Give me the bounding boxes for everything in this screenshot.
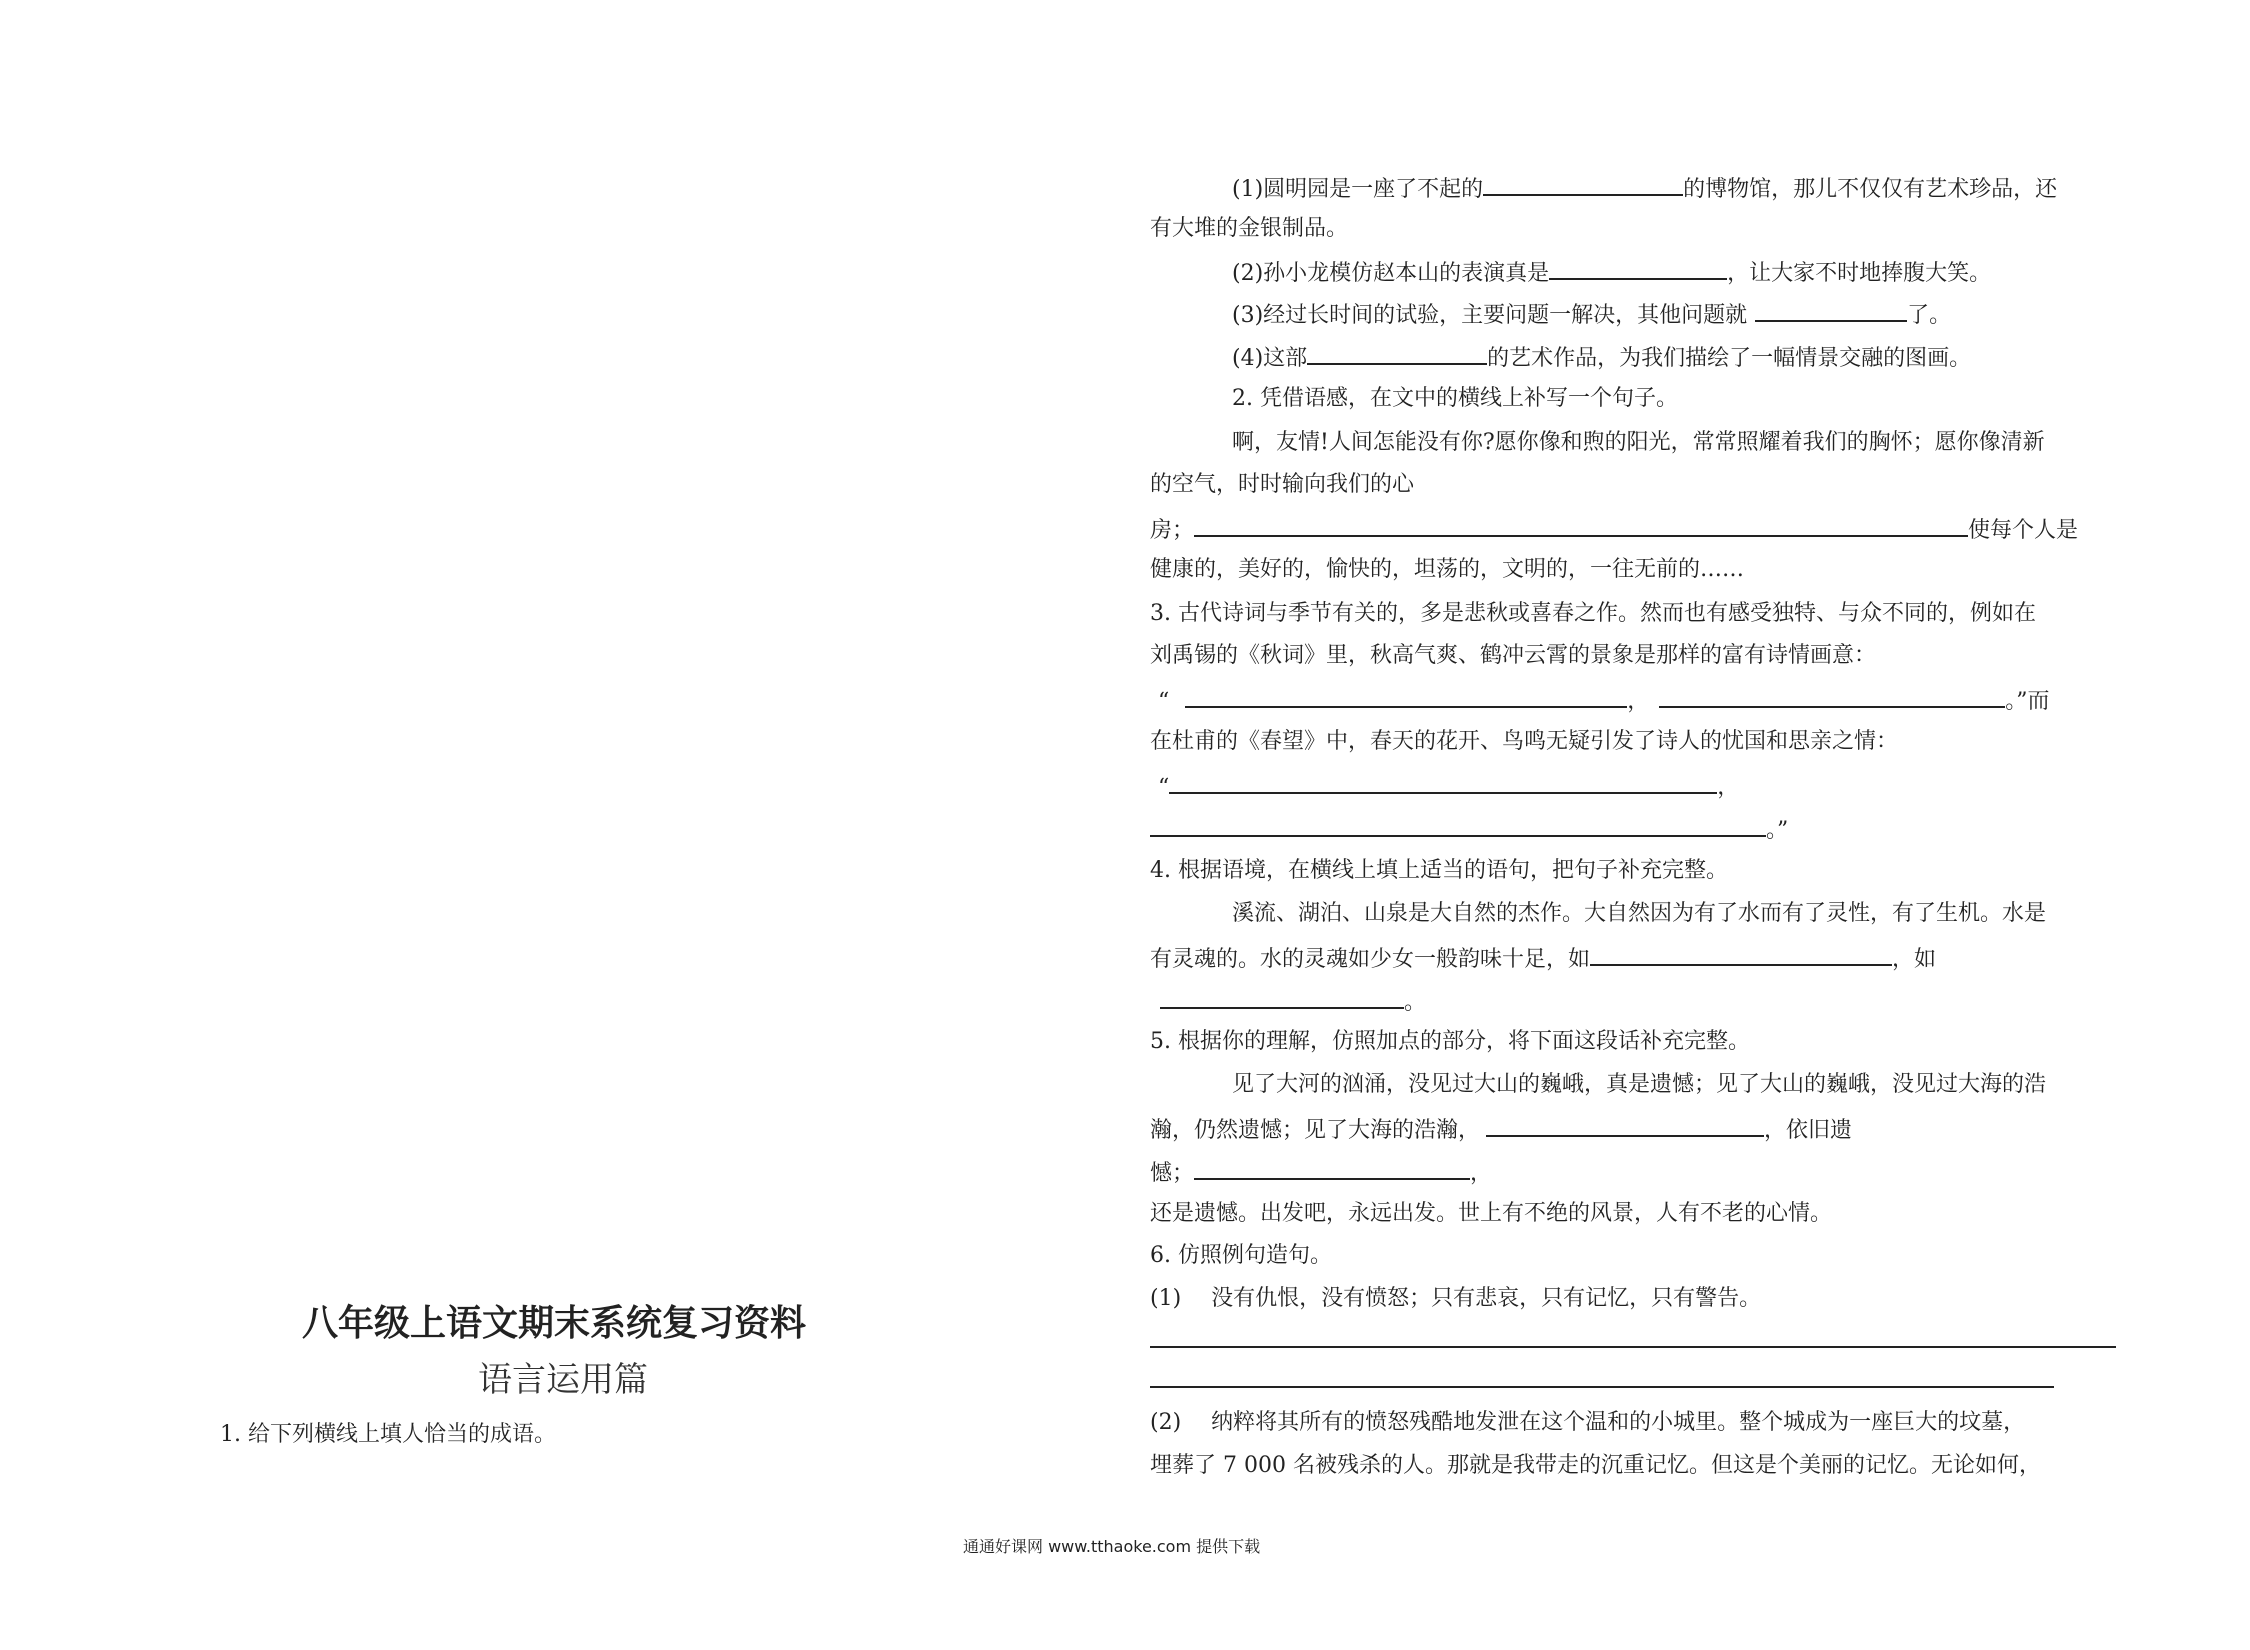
q6-example-2: (2) 纳粹将其所有的愤怒残酷地发泄在这个温和的小城里。整个城成为一座巨大的坟墓， (1150, 1410, 2026, 1435)
q1-item-1-cont: 有大堆的金银制品。 (1150, 216, 1349, 241)
q1-item-3: (3)经过长时间的试验，主要问题一解决，其他问题就 了。 (1232, 298, 1951, 331)
q5-passage-2: 瀚，仍然遗憾；见了大海的浩瀚， ，依旧遗 (1150, 1113, 1852, 1146)
q3-passage-4: 在杜甫的《春望》中，春天的花开、鸟鸣无疑引发了诗人的忧国和思亲之情： (1150, 729, 1899, 754)
answer-line[interactable] (1150, 1386, 2054, 1388)
q2-passage-3: 房； 使每个人是 (1150, 513, 2078, 546)
question-5-heading: 5. 根据你的理解，仿照加点的部分，将下面这段话补充完整。 (1150, 1029, 1750, 1054)
question-1-heading: 1. 给下列横线上填人恰当的成语。 (220, 1422, 556, 1447)
q4-passage-3: 。 (1160, 985, 1426, 1018)
document-subtitle: 语言运用篇 (478, 1360, 648, 1400)
document-title: 八年级上语文期末系统复习资料 (302, 1302, 807, 1344)
answer-blank[interactable] (1483, 172, 1683, 196)
q3-passage-2: 刘禹锡的《秋词》里，秋高气爽、鹤冲云霄的景象是那样的富有诗情画意： (1150, 643, 1877, 668)
q2-passage-1: 啊，友情!人间怎能没有你?愿你像和煦的阳光，常常照耀着我们的胸怀；愿你像清新 (1232, 430, 2045, 455)
answer-blank[interactable] (1755, 298, 1907, 322)
answer-blank[interactable] (1150, 813, 1766, 837)
q2-passage-2: 的空气，时时输向我们的心 (1150, 472, 1415, 497)
q3-poem-line-1: “ ， 。”而 (1158, 684, 2050, 717)
q2-passage-4: 健康的，美好的，愉快的，坦荡的，文明的，一往无前的…… (1150, 557, 1745, 582)
answer-blank[interactable] (1160, 985, 1404, 1009)
q5-passage-1: 见了大河的汹涌，没见过大山的巍峨，真是遗憾；见了大山的巍峨，没见过大海的浩 (1232, 1072, 2047, 1097)
q5-passage-3: 憾； ， (1150, 1156, 1492, 1189)
q1-item-4: (4)这部 的艺术作品，为我们描绘了一幅情景交融的图画。 (1232, 341, 1971, 374)
answer-blank[interactable] (1169, 770, 1717, 794)
q1-item-1: (1)圆明园是一座了不起的 的博物馆，那儿不仅仅有艺术珍品，还 (1232, 172, 2057, 205)
answer-blank[interactable] (1194, 1156, 1470, 1180)
question-4-heading: 4. 根据语境，在横线上填上适当的语句，把句子补充完整。 (1150, 858, 1728, 883)
footer-credit: 通通好课网 www.tthaoke.com 提供下载 (963, 1537, 1261, 1556)
q4-passage-1: 溪流、湖泊、山泉是大自然的杰作。大自然因为有了水而有了灵性，有了生机。水是 (1232, 901, 2047, 926)
q6-example-1: (1) 没有仇恨，没有愤怒；只有悲哀，只有记忆，只有警告。 (1150, 1286, 1762, 1311)
q1-item-2: (2)孙小龙模仿赵本山的表演真是 ，让大家不时地捧腹大笑。 (1232, 256, 1991, 289)
answer-blank[interactable] (1185, 684, 1627, 708)
answer-blank[interactable] (1307, 341, 1487, 365)
q3-poem-line-2: “ ， (1158, 770, 1739, 803)
answer-blank[interactable] (1549, 256, 1727, 280)
answer-blank[interactable] (1486, 1113, 1764, 1137)
q5-passage-4: 还是遗憾。出发吧，永远出发。世上有不绝的风景，人有不老的心情。 (1150, 1201, 1833, 1226)
question-6-heading: 6. 仿照例句造句。 (1150, 1243, 1332, 1268)
q4-passage-2: 有灵魂的。水的灵魂如少女一般韵味十足，如 ，如 (1150, 942, 1936, 975)
question-2-heading: 2. 凭借语感，在文中的横线上补写一个句子。 (1232, 386, 1678, 411)
q3-poem-line-3: 。” (1150, 813, 1788, 846)
answer-line[interactable] (1150, 1346, 2116, 1348)
answer-blank[interactable] (1659, 684, 2005, 708)
answer-blank[interactable] (1590, 942, 1892, 966)
q6-example-2-cont: 埋葬了 7 000 名被残杀的人。那就是我带走的沉重记忆。但这是个美丽的记忆。无论如何， (1150, 1453, 2041, 1478)
question-3-heading: 3. 古代诗词与季节有关的，多是悲秋或喜春之作。然而也有感受独特、与众不同的，例如在 (1150, 601, 2036, 626)
answer-blank[interactable] (1194, 513, 1968, 537)
